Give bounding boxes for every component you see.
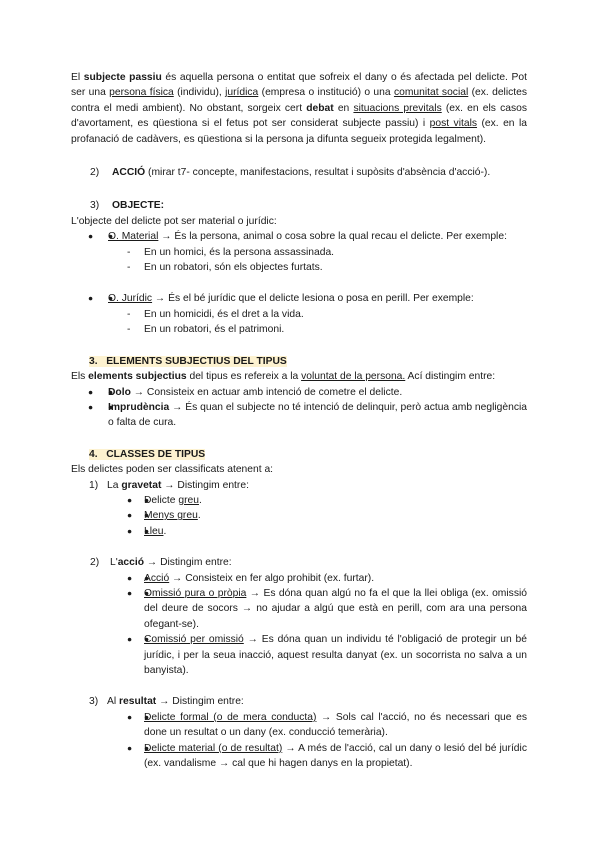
text: en xyxy=(333,102,354,114)
text: → Sols cal l'acció, no és necessari que es done un resultat o un dany (ex. conducció temerària). xyxy=(144,711,527,739)
sec3-paragraph xyxy=(71,369,527,384)
term-resultat: resultat xyxy=(119,696,157,708)
text: Delicte xyxy=(144,494,179,506)
dolo-text: → Consisteix en actuar amb intenció de cometre el delicte. xyxy=(130,386,403,398)
text: → Distingim entre: xyxy=(144,557,232,569)
text: El xyxy=(71,72,84,83)
gravetat-menys-greu xyxy=(127,508,527,523)
term: Delicte material (o de resultat) xyxy=(144,742,283,754)
text: L' xyxy=(110,557,118,569)
document-page xyxy=(71,70,527,771)
text: → A més de l'acció, cal un dany o lesió del bé jurídic (ex. vandalisme → cal que hi hagen danys en la propietat). xyxy=(144,742,527,770)
objecte-intro: L'objecte del delicte pot ser material o jurídic: xyxy=(71,215,277,227)
bullet-icon: ● ● xyxy=(127,587,133,598)
accio-item xyxy=(71,165,527,180)
text: (ex. delictes contra el medi ambient). No obstant, sorgeix cert xyxy=(71,87,528,114)
objecte-material-text: És la persona, animal o cosa sobre la qual recau el delicte. Per exemple: xyxy=(174,231,507,243)
list-item: - En un robatori, és el patrimoni. xyxy=(144,322,527,337)
term-accio: acció xyxy=(117,557,145,569)
text: (individu), xyxy=(173,87,226,99)
objecte-heading: OBJECTE: xyxy=(112,200,165,212)
term-imprudencia: Imprudència xyxy=(108,401,170,413)
term: Lleu xyxy=(144,525,164,537)
term-o-juridic: O. Jurídic xyxy=(108,293,153,305)
text: Ací distingim entre: xyxy=(405,371,496,383)
gravetat-lleu xyxy=(127,524,527,539)
text: (ex. en els casos d'avortament, es qüestiona si el fetus pot ser considerat subjecte passiu) i xyxy=(71,102,527,130)
text: és aquella persona o entitat que sofreix el dany o és afectada pel delicte. Pot ser una xyxy=(71,72,527,99)
text: → Consisteix en fer algo prohibit (ex. furtar). xyxy=(169,572,375,584)
list-item: - En un homici, és la persona assassinada. xyxy=(144,245,527,260)
section-heading-highlight xyxy=(89,449,205,460)
bullet-icon: ● ● xyxy=(127,742,133,753)
imprudencia-text: → És quan el subjecte no té intenció de delinquir, però actua amb negligència o falta de cura. xyxy=(108,401,528,429)
term-situacions-previtals: situacions previtals xyxy=(353,102,442,114)
gravetat-item xyxy=(71,478,527,493)
bullet-icon: ● ● xyxy=(88,386,94,397)
term-comunitat-social: comunitat social xyxy=(393,87,469,99)
term: greu xyxy=(178,494,199,506)
imprudencia-item xyxy=(88,400,528,431)
list-item: - En un homicidi, és el dret a la vida. xyxy=(144,307,527,322)
resultat-item xyxy=(71,694,527,709)
arrow-icon: → xyxy=(152,293,169,305)
resultat-type-item xyxy=(127,710,527,741)
objecte-material-item xyxy=(88,229,527,244)
section-number: 3. xyxy=(89,355,98,367)
text: Al xyxy=(107,696,120,708)
term: Acció xyxy=(144,572,170,584)
term: Delicte formal (o de mera conducta) xyxy=(144,711,317,723)
bullet-icon: ● ● xyxy=(127,494,133,505)
bullet-icon: ● ● xyxy=(88,231,94,242)
text: → Es dóna quan un individu té l'obligació de protegir un bé jurídic, i per la seua inacció, aquest resulta danyat (ex. un socorrista no salva a un banyista). xyxy=(144,634,527,676)
subjecte-passiu-paragraph xyxy=(71,70,527,147)
accio-type-item xyxy=(127,571,527,586)
section-3-heading xyxy=(71,354,527,369)
term-post-vitals: post vitals xyxy=(429,118,478,130)
term: Comissió per omissió xyxy=(144,634,244,646)
section-title: ELEMENTS SUBJECTIUS DEL TIPUS xyxy=(106,355,287,367)
text: (ex. en la profanació de cadàvers, es qüestiona si la persona ja difunta segueix protegida legalment). xyxy=(71,118,527,145)
term: Menys greu xyxy=(144,510,198,522)
text: → Es dóna quan algú no fa el que la llei obliga (ex. omissió del deure de socors → no ajudar a algú que està en perill, com ara una persona ofegant-se). xyxy=(144,587,527,630)
term-debat: debat xyxy=(306,102,334,114)
objecte-juridic-item xyxy=(88,291,527,306)
bullet-icon: ● ● xyxy=(127,510,133,521)
objecte-item xyxy=(71,198,527,213)
item-number: 2) xyxy=(90,167,100,179)
resultat-type-item xyxy=(127,741,527,772)
bullet-icon: ● ● xyxy=(127,572,133,583)
objecte-juridic-text: És el bé jurídic que el delicte lesiona o posa en perill. Per exemple: xyxy=(168,293,474,305)
section-heading-highlight xyxy=(89,356,287,367)
accio-text: (mirar t7- concepte, manifestacions, resultat i supòsits d'absència d'acció-). xyxy=(145,167,491,179)
text: (empresa o institució) o una xyxy=(258,87,394,99)
item-number: 3) xyxy=(89,696,99,708)
term-o-material: O. Material xyxy=(108,231,159,243)
bullet-icon: ● ● xyxy=(127,634,133,645)
text: . xyxy=(163,525,167,537)
text: La xyxy=(107,479,122,491)
bullet-icon: ● ● xyxy=(88,293,94,304)
accio-class-item xyxy=(71,555,527,570)
term: Omissió pura o pròpia xyxy=(144,587,247,599)
text: → Distingim entre: xyxy=(156,696,244,708)
bullet-icon: ● ● xyxy=(88,401,94,412)
term-subjecte-passiu: subjecte passiu xyxy=(83,72,162,83)
arrow-icon: → xyxy=(158,231,175,243)
section-4-heading xyxy=(71,447,527,462)
term-persona-fisica: persona física xyxy=(109,87,174,99)
term-elements-subjectius: elements subjectius xyxy=(88,371,187,383)
bullet-icon: ● ● xyxy=(127,525,133,536)
sec4-intro: Els delictes poden ser classificats atenent a: xyxy=(71,464,274,476)
accio-type-item xyxy=(127,586,527,632)
gravetat-greu xyxy=(127,493,527,508)
dolo-item xyxy=(88,385,527,400)
term-gravetat: gravetat xyxy=(121,479,162,491)
text: . xyxy=(197,510,201,522)
accio-heading: ACCIÓ xyxy=(112,167,146,179)
bullet-icon: ● ● xyxy=(127,711,133,722)
text: Els xyxy=(71,371,89,383)
section-number: 4. xyxy=(89,448,98,460)
accio-type-item xyxy=(127,632,527,678)
text: del tipus es refereix a la xyxy=(186,371,302,383)
section-title: CLASSES DE TIPUS xyxy=(106,448,206,460)
item-number: 3) xyxy=(90,200,100,212)
list-item: - En un robatori, són els objectes furtats. xyxy=(144,260,527,275)
item-number: 2) xyxy=(90,557,100,569)
term-dolo: Dolo xyxy=(108,386,131,398)
term-juridica: jurídica xyxy=(225,87,259,99)
text: → Distingim entre: xyxy=(161,479,249,491)
text: . xyxy=(198,494,202,506)
item-number: 1) xyxy=(89,479,99,491)
term-voluntat: voluntat de la persona. xyxy=(301,371,406,383)
